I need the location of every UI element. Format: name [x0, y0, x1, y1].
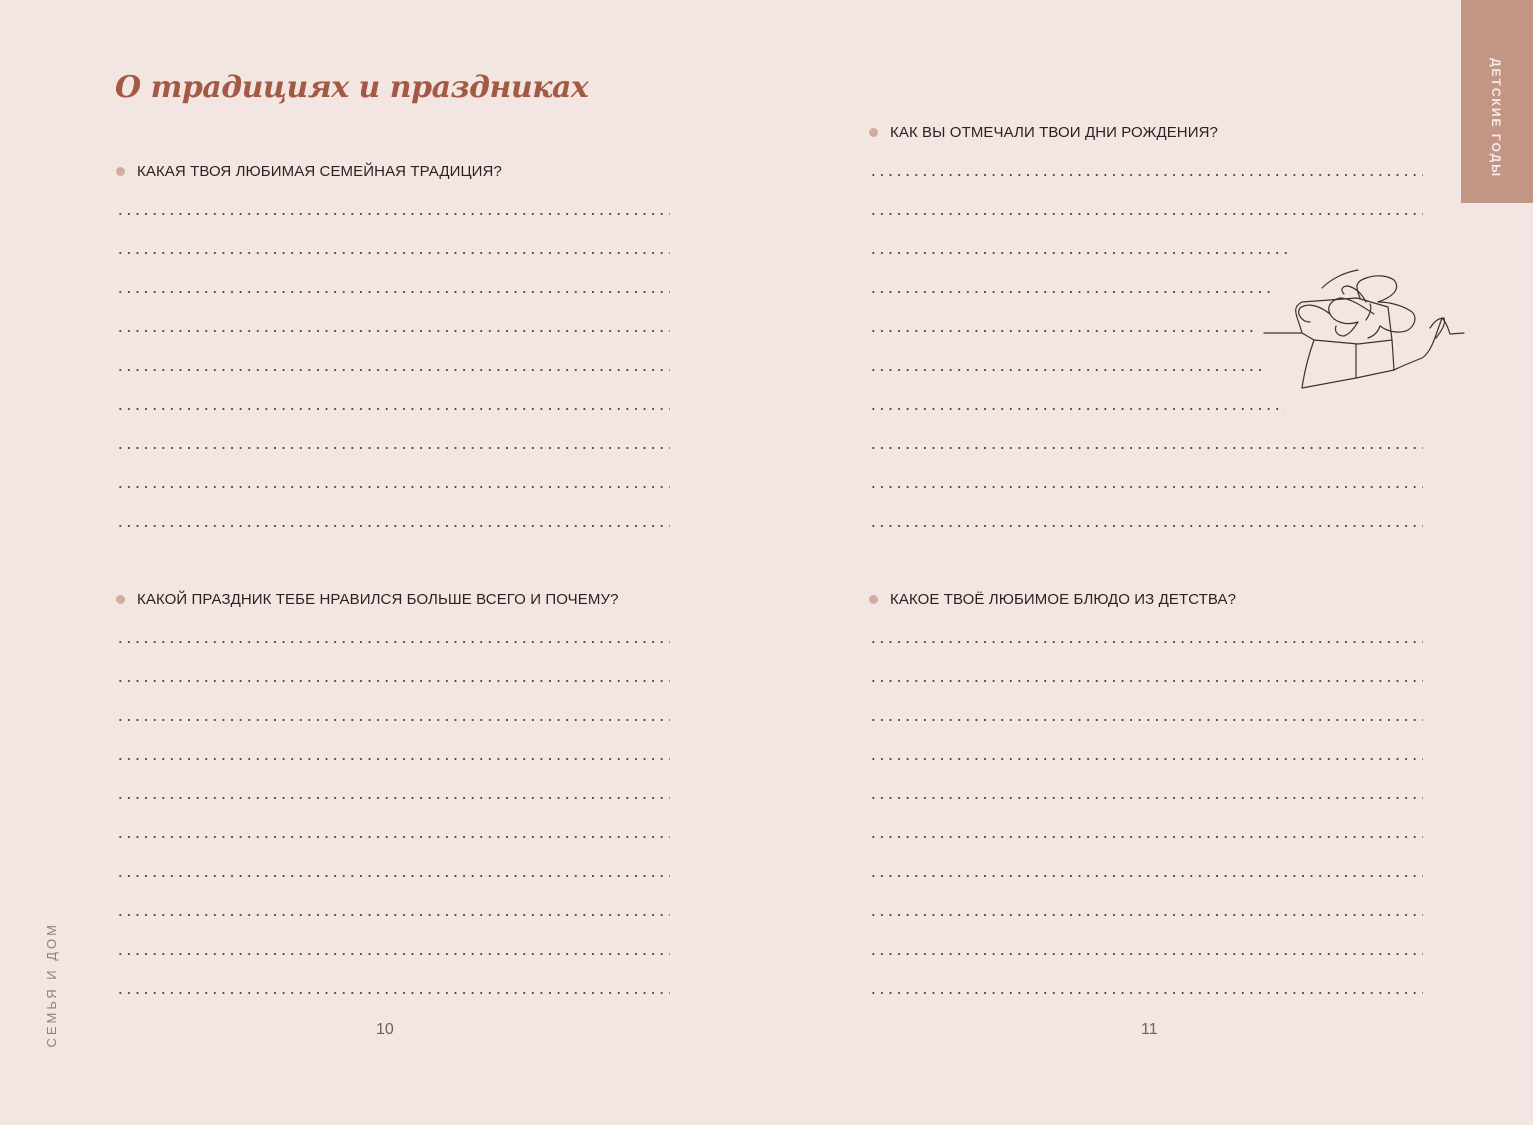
answer-line[interactable] [116, 836, 670, 838]
question-text: КАК ВЫ ОТМЕЧАЛИ ТВОИ ДНИ РОЖДЕНИЯ? [890, 124, 1218, 141]
gift-box-icon [1262, 262, 1467, 397]
bullet-icon [869, 595, 878, 604]
answer-line[interactable] [116, 369, 670, 371]
answer-line[interactable] [116, 758, 670, 760]
answer-line[interactable] [116, 914, 670, 916]
section-tab[interactable] [1461, 0, 1533, 203]
section-tab-label: ДЕТСКИЕ ГОДЫ [1489, 58, 1503, 178]
answer-line[interactable] [869, 992, 1423, 994]
answer-line[interactable] [869, 797, 1423, 799]
question-text: КАКОЕ ТВОЁ ЛЮБИМОЕ БЛЮДО ИЗ ДЕТСТВА? [890, 591, 1237, 608]
page-number-left: 10 [376, 1021, 394, 1038]
answer-line[interactable] [116, 486, 670, 488]
answer-line[interactable] [869, 447, 1423, 449]
answer-line[interactable] [116, 719, 670, 721]
answer-line[interactable] [116, 525, 670, 527]
question-birthdays [869, 124, 1218, 141]
book-series-label: СЕМЬЯ И ДОМ [44, 922, 59, 1048]
page-title: О традициях и праздниках [115, 70, 589, 105]
answer-line[interactable] [869, 486, 1423, 488]
answer-line[interactable] [869, 174, 1423, 176]
answer-line[interactable] [869, 252, 1293, 254]
answer-line[interactable] [869, 641, 1423, 643]
answer-line[interactable] [116, 797, 670, 799]
answer-line[interactable] [116, 447, 670, 449]
answer-line[interactable] [116, 252, 670, 254]
answer-line[interactable] [116, 291, 670, 293]
answer-line[interactable] [869, 330, 1257, 332]
answer-line[interactable] [116, 953, 670, 955]
question-family-tradition [116, 163, 502, 180]
answer-line[interactable] [116, 408, 670, 410]
answer-line[interactable] [869, 680, 1423, 682]
question-text: КАКОЙ ПРАЗДНИК ТЕБЕ НРАВИЛСЯ БОЛЬШЕ ВСЕГО И ПОЧЕМУ? [137, 591, 619, 608]
answer-line[interactable] [869, 719, 1423, 721]
answer-line[interactable] [869, 953, 1423, 955]
answer-line[interactable] [116, 213, 670, 215]
answer-line[interactable] [869, 213, 1423, 215]
bullet-icon [869, 128, 878, 137]
answer-line[interactable] [116, 641, 670, 643]
answer-line[interactable] [869, 291, 1271, 293]
question-favorite-holiday [116, 591, 619, 608]
answer-line[interactable] [116, 330, 670, 332]
question-favorite-dish [869, 591, 1236, 608]
answer-line[interactable] [869, 369, 1265, 371]
answer-line[interactable] [869, 408, 1285, 410]
answer-line[interactable] [869, 875, 1423, 877]
answer-line[interactable] [869, 914, 1423, 916]
question-text: КАКАЯ ТВОЯ ЛЮБИМАЯ СЕМЕЙНАЯ ТРАДИЦИЯ? [137, 163, 502, 180]
answer-line[interactable] [116, 992, 670, 994]
answer-line[interactable] [869, 836, 1423, 838]
bullet-icon [116, 167, 125, 176]
answer-line[interactable] [116, 875, 670, 877]
answer-line[interactable] [869, 525, 1423, 527]
page-number-right: 11 [1141, 1021, 1158, 1038]
answer-line[interactable] [869, 758, 1423, 760]
bullet-icon [116, 595, 125, 604]
answer-line[interactable] [116, 680, 670, 682]
